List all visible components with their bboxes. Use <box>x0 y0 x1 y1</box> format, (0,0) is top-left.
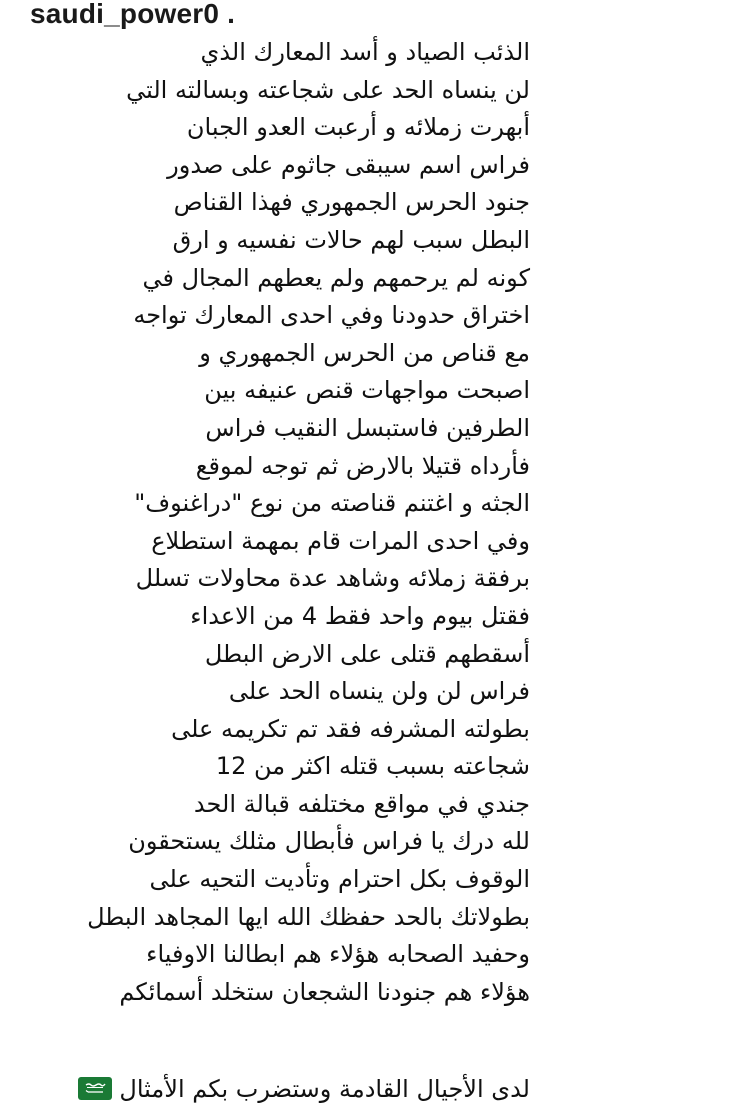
caption-line: شجاعته بسبب قتله اكثر من 12 <box>215 752 530 781</box>
caption-line: هؤلاء هم جنودنا الشجعان ستخلد أسمائكم <box>119 977 530 1006</box>
caption-line: لله درك يا فراس فأبطال مثلك يستحقون <box>128 827 530 856</box>
caption-line: برفقة زملائه وشاهد عدة محاولات تسلل <box>135 564 530 593</box>
caption-last-line <box>30 1071 530 1109</box>
caption-line: أبهرت زملائه و أرعبت العدو الجبان <box>186 113 530 142</box>
caption-line: مع قناص من الحرس الجمهوري و <box>199 338 530 367</box>
caption-line: جنود الحرس الجمهوري فهذا القناص <box>173 188 530 217</box>
caption-line: بطولته المشرفه فقد تم تكريمه على <box>171 714 530 743</box>
caption-line: فقتل بيوم واحد فقط 4 من الاعداء <box>190 601 530 630</box>
caption-line: الوقوف بكل احترام وتأديت التحيه على <box>149 865 530 894</box>
caption-line: اختراق حدودنا وفي احدى المعارك تواجه <box>133 301 530 330</box>
caption-line: البطل سبب لهم حالات نفسيه و ارق <box>172 225 530 254</box>
caption-line: بطولاتك بالحد حفظك الله ايها المجاهد البطل <box>87 902 530 931</box>
caption-line: جندي في مواقع مختلفه قبالة الحد <box>193 789 530 818</box>
caption-line: الطرفين فاستبسل النقيب فراس <box>205 413 530 442</box>
caption-line: وحفيد الصحابه هؤلاء هم ابطالنا الاوفياء <box>146 940 530 969</box>
caption-text <box>30 34 530 1011</box>
caption-line: أسقطهم قتلى على الارض البطل <box>204 639 530 668</box>
caption-line: فراس لن ولن ينساه الحد على <box>228 677 530 706</box>
caption-line: وفي احدى المرات قام بمهمة استطلاع <box>151 526 530 555</box>
caption-line: الجثه و اغتنم قناصته من نوع "دراغنوف" <box>134 489 530 518</box>
caption-line: لدى الأجيال القادمة وستضرب بكم الأمثال <box>119 1075 530 1103</box>
caption-line: لن ينساه الحد على شجاعته وبسالته التي <box>126 75 530 104</box>
caption-line: اصبحت مواجهات قنص عنيفه بين <box>204 376 530 405</box>
saudi-flag-icon <box>78 1077 112 1100</box>
caption-line: كونه لم يرحمهم ولم يعطهم المجال في <box>142 263 530 292</box>
caption-line: الذئب الصياد و أسد المعارك الذي <box>200 38 530 66</box>
caption-line: فأرداه قتيلا بالارض ثم توجه لموقع <box>195 451 530 480</box>
caption-line: فراس اسم سيبقى جاثوم على صدور <box>167 150 530 179</box>
username[interactable]: saudi_power0 . <box>30 0 236 29</box>
